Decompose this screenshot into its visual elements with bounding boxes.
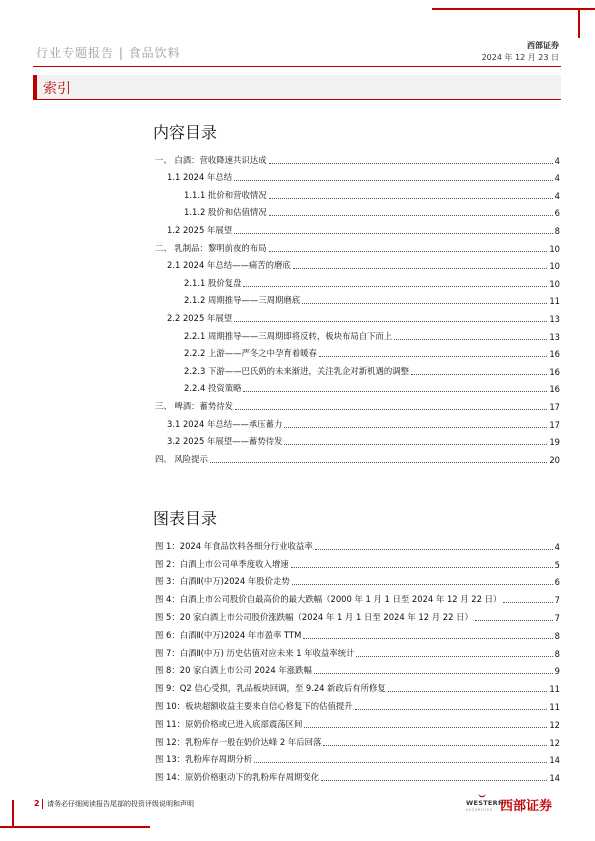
toc-entry[interactable]: [155, 254, 560, 272]
figure-list-entry-title: 图 7：白酒Ⅱ(中万) 历史估值对应未来 1 年收益率统计: [155, 647, 355, 658]
figure-list-entry[interactable]: [155, 534, 560, 552]
dot-leader: [355, 708, 548, 710]
toc-entry-page: 16: [549, 366, 560, 377]
dot-leader: [304, 726, 547, 728]
footer-separator: [42, 799, 43, 809]
toc-entry-page: 17: [549, 401, 560, 412]
toc-entry-title: 3.1 2024 年总结——承压蓄力: [167, 418, 283, 429]
report-date: 2024 年 12 月 23 日: [481, 53, 559, 62]
toc-entry[interactable]: [155, 271, 560, 289]
logo-english-subtext: SECURITIES: [466, 808, 493, 812]
dot-leader: [234, 179, 553, 181]
figures-heading: 图表目录: [153, 509, 218, 528]
figure-list-entry[interactable]: [155, 676, 560, 694]
toc-entry-title: 3.2 2025 年展望——蓄势待发: [167, 436, 283, 447]
toc-entry-page: 10: [549, 278, 560, 289]
dot-leader: [314, 672, 553, 674]
toc-entry-title: 2.2.1 周期推导——三周期即将反转，板块布局自下而上: [184, 330, 393, 341]
figure-list-entry-page: 14: [549, 755, 560, 766]
toc-entry-page: 4: [554, 155, 560, 166]
figure-list-entry-title: 图 13：乳粉库存周期分析: [155, 754, 253, 765]
toc-entry-title: 1.1 2024 年总结: [167, 172, 233, 183]
dot-leader: [284, 443, 547, 445]
toc-entry-page: 16: [549, 349, 560, 360]
figure-list-entry[interactable]: [155, 641, 560, 659]
figure-list-entry-page: 8: [554, 630, 560, 641]
figure-list-entry-page: 7: [554, 595, 560, 606]
figure-list-entry-title: 图 6：白酒Ⅱ(中万)2024 年市盈率 TTM: [155, 629, 302, 640]
toc-entry-title: 四、 风险提示: [155, 453, 208, 464]
dot-leader: [315, 548, 553, 550]
figures-list: [155, 534, 560, 783]
figure-list-entry[interactable]: [155, 605, 560, 623]
dot-leader: [475, 619, 553, 621]
toc-entry[interactable]: [155, 412, 560, 430]
figure-list-entry[interactable]: [155, 587, 560, 605]
page-number: 2: [34, 799, 40, 808]
figure-list-entry-page: 11: [549, 684, 560, 695]
toc-entry[interactable]: [155, 183, 560, 201]
toc-entry[interactable]: [155, 430, 560, 448]
toc-entry-page: 11: [549, 296, 560, 307]
figure-list-entry-page: 8: [554, 648, 560, 659]
toc-entry-page: 10: [549, 243, 560, 254]
toc-entry-title: 2.1 2024 年总结——痛苦的磨底: [167, 260, 291, 271]
toc-entry-page: 17: [549, 419, 560, 430]
toc-entry-page: 13: [549, 331, 560, 342]
dot-leader: [243, 390, 547, 392]
section-accent-mark: [33, 75, 37, 99]
dot-leader: [323, 744, 547, 746]
figure-list-entry-page: 12: [549, 737, 560, 748]
dot-leader: [503, 601, 552, 603]
toc-entry[interactable]: [155, 148, 560, 166]
dot-leader: [243, 285, 547, 287]
figure-list-entry-page: 11: [549, 701, 560, 712]
corner-rule-bottom-vertical: [12, 800, 14, 828]
toc-entry[interactable]: [155, 324, 560, 342]
toc-entry[interactable]: [155, 447, 560, 465]
header-divider: [33, 66, 561, 67]
toc-entry-title: 三、 啤酒：蓄势待发: [155, 400, 234, 411]
report-type-label: 行业专题报告 | 食品饮料: [36, 46, 181, 60]
toc-entry[interactable]: [155, 166, 560, 184]
section-title: 索引: [43, 81, 71, 97]
toc-entry[interactable]: [155, 201, 560, 219]
figure-list-entry-title: 图 11：原奶价格或已进入底部震荡区间: [155, 718, 303, 729]
figure-list-entry[interactable]: [155, 623, 560, 641]
dot-leader: [321, 779, 547, 781]
contents-heading: 内容目录: [153, 123, 218, 142]
figure-list-entry-page: 14: [549, 773, 560, 784]
dot-leader: [291, 566, 553, 568]
figure-list-entry-title: 图 10：板块超额收益主要来自信心修复下的估值提升: [155, 700, 353, 711]
toc-entry-title: 2.2.3 下游——巴氏奶的未来渐进，关注乳企对新机遇的调整: [184, 365, 409, 376]
figure-list-entry[interactable]: [155, 730, 560, 748]
figure-list-entry[interactable]: [155, 659, 560, 677]
dot-leader: [302, 302, 547, 304]
dot-leader: [235, 408, 547, 410]
figure-list-entry-page: 9: [554, 666, 560, 677]
dot-leader: [388, 690, 548, 692]
toc-entry-title: 2.2.4 投资策略: [184, 383, 242, 394]
figure-list-entry-title: 图 12：乳粉库存一般在奶价达峰 2 年后回落: [155, 736, 322, 747]
dot-leader: [269, 197, 553, 199]
figure-list-entry-page: 7: [554, 612, 560, 623]
dot-leader: [269, 162, 553, 164]
figure-list-entry[interactable]: [155, 748, 560, 766]
dot-leader: [319, 355, 547, 357]
figure-list-entry-page: 12: [549, 719, 560, 730]
toc-entry-page: 20: [549, 454, 560, 465]
toc-entry-title: 2.1.2 周期推导——三周期磨底: [184, 295, 301, 306]
toc-entry-title: 1.1.1 批价和营收情况: [184, 189, 267, 200]
figure-list-entry-title: 图 1：2024 年食品饮料各细分行业收益率: [155, 540, 313, 551]
corner-rule-top-horizontal: [432, 8, 595, 10]
toc-entry[interactable]: [155, 218, 560, 236]
figure-list-entry-title: 图 4：白酒上市公司股价自最高价的最大跌幅（2000 年 1 月 1 日至 2024 年 12 月 22 日）: [155, 594, 502, 605]
toc-entry-title: 2.2.2 上游——严冬之中孕育着暖春: [184, 348, 317, 359]
logo-english-text: WESTERN: [466, 799, 504, 807]
dot-leader: [284, 426, 547, 428]
figure-list-entry-page: 4: [554, 541, 560, 552]
figure-list-entry-title: 图 2：白酒上市公司单季度收入增速: [155, 558, 289, 569]
dot-leader: [356, 655, 552, 657]
figure-list-entry-title: 图 3：白酒Ⅱ(中万)2024 年股价走势: [155, 576, 290, 587]
toc-entry[interactable]: [155, 306, 560, 324]
figure-list-entry[interactable]: [155, 552, 560, 570]
figure-list-entry-page: 6: [554, 577, 560, 588]
dot-leader: [269, 214, 553, 216]
toc-entry-title: 1.1.2 股价和估值情况: [184, 207, 267, 218]
header-brand: 西部证券: [527, 41, 559, 50]
corner-rule-bottom-horizontal: [0, 826, 150, 828]
toc-entry-title: 2.2 2025 年展望: [167, 312, 233, 323]
figure-list-entry[interactable]: [155, 570, 560, 588]
toc-entry-page: 19: [549, 437, 560, 448]
toc-entry-page: 8: [554, 225, 560, 236]
company-logo: [466, 793, 564, 819]
toc-entry-title: 二、 乳制品：黎明前夜的布局: [155, 242, 267, 253]
toc-entry-title: 2.1.1 股价复盘: [184, 277, 242, 288]
toc-entry[interactable]: [155, 377, 560, 395]
toc-entry[interactable]: [155, 394, 560, 412]
dot-leader: [210, 461, 547, 463]
figure-list-entry[interactable]: [155, 694, 560, 712]
dot-leader: [269, 250, 548, 252]
figure-list-entry[interactable]: [155, 765, 560, 783]
dot-leader: [303, 637, 552, 639]
section-title-bar: [33, 75, 561, 100]
toc-entry-page: 10: [549, 261, 560, 272]
toc-entry-title: 一、 白酒：营收降速共识达成: [155, 154, 267, 165]
figure-list-entry[interactable]: [155, 712, 560, 730]
toc-entry[interactable]: [155, 236, 560, 254]
figure-list-entry-title: 图 8：20 家白酒上市公司 2024 年涨跌幅: [155, 665, 312, 676]
dot-leader: [234, 232, 553, 234]
contents-list: [155, 148, 560, 465]
logo-chinese-text: 西部证券: [500, 799, 553, 814]
toc-entry-page: 13: [549, 313, 560, 324]
toc-entry-page: 6: [554, 208, 560, 219]
figure-list-entry-page: 5: [554, 559, 560, 570]
dot-leader: [394, 338, 547, 340]
footer-disclaimer: 请务必仔细阅读报告尾部的投资评级说明和声明: [47, 800, 194, 808]
toc-entry[interactable]: [155, 359, 560, 377]
dot-leader: [411, 373, 547, 375]
toc-entry[interactable]: [155, 289, 560, 307]
dot-leader: [293, 267, 548, 269]
dot-leader: [234, 320, 547, 322]
dot-leader: [292, 583, 553, 585]
toc-entry-page: 4: [554, 190, 560, 201]
toc-entry[interactable]: [155, 342, 560, 360]
figure-list-entry-title: 图 14：原奶价格驱动下的乳粉库存周期变化: [155, 772, 320, 783]
toc-entry-page: 4: [554, 173, 560, 184]
corner-rule-top-vertical: [578, 8, 580, 38]
figure-list-entry-title: 图 9：Q2 信心受损，乳品板块回调，至 9.24 新政后有所修复: [155, 683, 386, 694]
dot-leader: [254, 761, 547, 763]
figure-list-entry-title: 图 5：20 家白酒上市公司股价涨跌幅（2024 年 1 月 1 日至 2024 年 12 月 22 日）: [155, 611, 473, 622]
toc-entry-page: 16: [549, 384, 560, 395]
toc-entry-title: 1.2 2025 年展望: [167, 224, 233, 235]
